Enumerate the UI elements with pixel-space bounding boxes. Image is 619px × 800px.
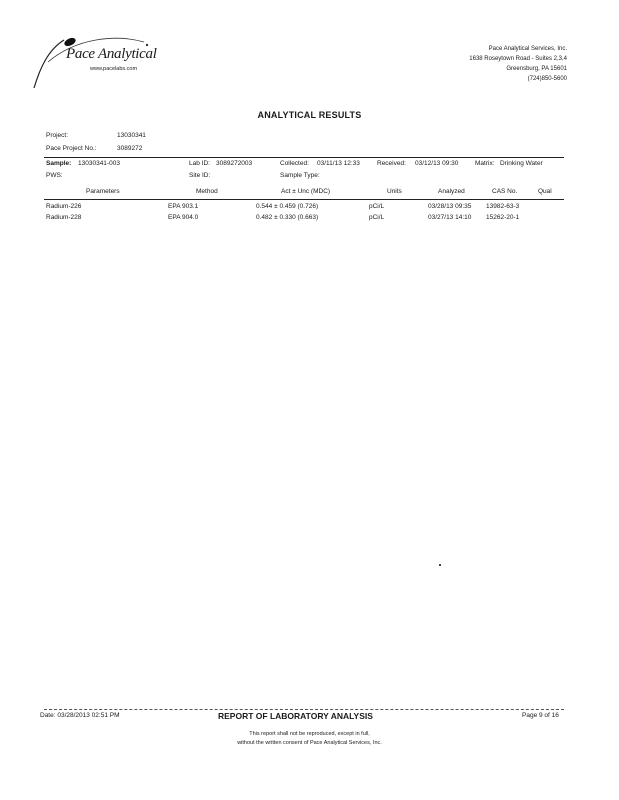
scan-speck [439, 564, 441, 566]
col-header-qual: Qual [538, 188, 552, 195]
table-header-divider [44, 199, 564, 200]
divider [44, 157, 564, 158]
col-header-units: Units [387, 188, 402, 195]
page-title: ANALYTICAL RESULTS [257, 110, 362, 120]
address-line: (724)850-5600 [527, 76, 567, 82]
col-header-activity: Act ± Unc (MDC) [281, 188, 331, 195]
col-header-cas: CAS No. [492, 188, 518, 195]
pace-project-value: 3089272 [117, 145, 143, 152]
pace-analytical-logo [26, 28, 166, 90]
cell-activity: 0.482 ± 0.330 (0.663) [256, 214, 319, 221]
sample-label: Sample: [46, 160, 72, 167]
cell-units: pCi/L [369, 214, 385, 221]
sample-value: 13030341-003 [78, 160, 120, 167]
cell-analyzed: 03/28/13 09:35 [428, 203, 472, 210]
address-line: 1638 Roseytown Road - Suites 2,3,4 [469, 56, 567, 62]
received-value: 03/12/13 09:30 [415, 160, 459, 167]
footer-divider [44, 709, 564, 710]
project-label: Project: [46, 132, 69, 139]
sample-type-label: Sample Type: [280, 172, 320, 179]
cell-analyzed: 03/27/13 14:10 [428, 214, 472, 221]
pace-project-label: Pace Project No.: [46, 145, 97, 152]
logo-wordmark: Pace Analytical [66, 46, 157, 62]
address-line: Greensburg, PA 15601 [506, 66, 567, 72]
lab-id-value: 3089272003 [216, 160, 253, 167]
site-id-label: Site ID: [189, 172, 211, 179]
collected-label: Collected: [280, 160, 309, 167]
col-header-method: Method [196, 188, 218, 195]
footer-note-line: without the written consent of Pace Analytical Services, Inc. [237, 740, 382, 746]
address-line: Pace Analytical Services, Inc. [488, 46, 567, 52]
collected-value: 03/11/13 12:33 [317, 160, 360, 167]
footer-report-title: REPORT OF LABORATORY ANALYSIS [218, 711, 373, 721]
cell-parameter: Radium-226 [46, 203, 82, 210]
col-header-analyzed: Analyzed [438, 188, 465, 195]
footer-page-number: Page 9 of 16 [522, 712, 559, 719]
project-value: 13030341 [117, 132, 146, 139]
cell-cas: 13982-63-3 [486, 203, 520, 210]
matrix-value: Drinking Water [500, 160, 543, 167]
lab-address [469, 44, 567, 84]
cell-method: EPA 903.1 [168, 203, 199, 210]
logo-url: www.pacelabs.com [90, 66, 138, 72]
footer-note-line: This report shall not be reproduced, except in full, [249, 731, 370, 737]
pws-label: PWS: [46, 172, 63, 179]
cell-method: EPA 904.0 [168, 214, 199, 221]
cell-activity: 0.544 ± 0.459 (0.726) [256, 203, 319, 210]
cell-parameter: Radium-228 [46, 214, 82, 221]
cell-cas: 15262-20-1 [486, 214, 520, 221]
footer-date: Date: 03/28/2013 02:51 PM [40, 712, 120, 719]
col-header-parameters: Parameters [86, 188, 120, 195]
matrix-label: Matrix: [475, 160, 495, 167]
lab-id-label: Lab ID: [189, 160, 210, 167]
cell-units: pCi/L [369, 203, 385, 210]
received-label: Received: [377, 160, 406, 167]
